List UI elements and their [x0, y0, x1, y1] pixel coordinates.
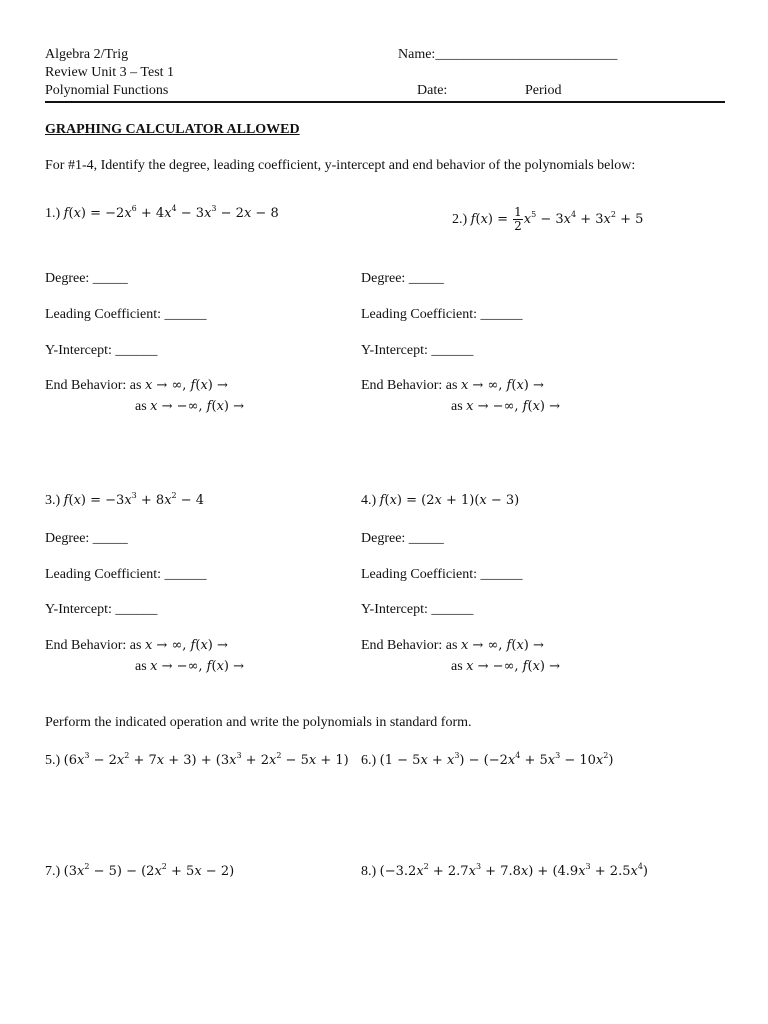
- problem-7: [45, 864, 234, 880]
- end-behavior-row: [361, 638, 544, 654]
- end-behavior-row-2: [451, 659, 560, 675]
- as-label: as: [445, 378, 458, 393]
- limit-negative: x → −∞, f(x) →: [150, 399, 245, 414]
- problem-3: [45, 493, 204, 509]
- calculator-note: GRAPHING CALCULATOR ALLOWED: [45, 122, 300, 137]
- end-behavior-label: End Behavior:: [361, 378, 443, 393]
- as-label: as: [451, 659, 463, 674]
- end-behavior-row-2: [451, 399, 560, 415]
- problem-4-expression: f(x) = (2x + 1)(x − 3): [379, 493, 520, 508]
- instructions-1: For #1-4, Identify the degree, leading coefficient, y-intercept and end behavior of the polynomials below:: [45, 158, 636, 173]
- problem-4: [361, 493, 519, 509]
- course-title: Algebra 2/Trig: [45, 47, 129, 62]
- y-intercept-blank[interactable]: Y-Intercept: ______: [45, 602, 158, 617]
- period-field[interactable]: Period: [525, 83, 562, 98]
- problem-number: 3.): [45, 493, 61, 508]
- limit-positive: x → ∞, f(x) →: [460, 378, 544, 393]
- date-field[interactable]: Date:: [417, 83, 448, 98]
- y-intercept-blank[interactable]: Y-Intercept: ______: [361, 602, 474, 617]
- review-title: Review Unit 3 – Test 1: [45, 65, 175, 80]
- instructions-2: Perform the indicated operation and write the polynomials in standard form.: [45, 715, 472, 730]
- limit-positive: x → ∞, f(x) →: [460, 638, 544, 653]
- limit-negative: x → −∞, f(x) →: [466, 659, 561, 674]
- leading-coefficient-blank[interactable]: Leading Coefficient: ______: [45, 567, 207, 582]
- as-label: as: [451, 399, 463, 414]
- problem-5-expression: $(6x^3 - 2x^2 + 7x + 3) + (3x^3 + 2x^2 - 5x + 1)$: [63, 751, 349, 768]
- degree-blank[interactable]: Degree: _____: [361, 531, 444, 546]
- topic-title: Polynomial Functions: [45, 83, 169, 98]
- end-behavior-label: End Behavior:: [361, 638, 443, 653]
- problem-number: 5.): [45, 753, 61, 768]
- problem-number: 2.): [452, 212, 468, 227]
- problem-3-expression: $f(x) = -3x^3 + 8x^2 - 4$: [63, 491, 205, 508]
- header-divider: [45, 101, 725, 103]
- problem-7-expression: $(3x^2 - 5) - (2x^2 + 5x - 2)$: [63, 862, 235, 879]
- problem-number: 8.): [361, 864, 377, 879]
- problem-6: [361, 753, 613, 769]
- end-behavior-row: [361, 378, 544, 394]
- problem-number: 4.): [361, 493, 377, 508]
- limit-negative: x → −∞, f(x) →: [466, 399, 561, 414]
- as-label: as: [129, 638, 142, 653]
- fraction-one-half: $\frac{1}{2}$: [514, 205, 522, 233]
- problem-8-expression: $(-3.2x^2 + 2.7x^3 + 7.8x) + (4.9x^3 + 2.5x^4)$: [379, 862, 648, 879]
- degree-blank[interactable]: Degree: _____: [45, 271, 128, 286]
- problem-2: [452, 206, 643, 233]
- limit-positive: x → ∞, f(x) →: [144, 638, 228, 653]
- problem-1-expression: $f(x) = -2x^6 + 4x^4 - 3x^3 - 2x - 8$: [63, 204, 279, 221]
- as-label: as: [135, 659, 147, 674]
- problem-number: 6.): [361, 753, 377, 768]
- y-intercept-blank[interactable]: Y-Intercept: ______: [45, 343, 158, 358]
- y-intercept-blank[interactable]: Y-Intercept: ______: [361, 343, 474, 358]
- degree-blank[interactable]: Degree: _____: [361, 271, 444, 286]
- problem-1: [45, 206, 279, 222]
- as-label: as: [445, 638, 458, 653]
- end-behavior-row: [45, 638, 228, 654]
- problem-6-expression: $(1 - 5x + x^3) - (-2x^4 + 5x^3 - 10x^2)$: [379, 751, 614, 768]
- end-behavior-label: End Behavior:: [45, 378, 127, 393]
- limit-positive: x → ∞, f(x) →: [144, 378, 228, 393]
- as-label: as: [129, 378, 142, 393]
- name-field[interactable]: Name:__________________________: [398, 47, 618, 62]
- problem-2-expression: f(x) = $\frac{1}{2}$ $x^5 - 3x^4 + 3x^2 + 5$: [470, 205, 644, 233]
- degree-blank[interactable]: Degree: _____: [45, 531, 128, 546]
- problem-5: [45, 753, 349, 769]
- end-behavior-label: End Behavior:: [45, 638, 127, 653]
- problem-8: [361, 864, 648, 880]
- end-behavior-row-2: [135, 399, 244, 415]
- end-behavior-row: [45, 378, 228, 394]
- limit-negative: x → −∞, f(x) →: [150, 659, 245, 674]
- end-behavior-row-2: [135, 659, 244, 675]
- problem-number: 1.): [45, 206, 61, 221]
- leading-coefficient-blank[interactable]: Leading Coefficient: ______: [361, 567, 523, 582]
- leading-coefficient-blank[interactable]: Leading Coefficient: ______: [361, 307, 523, 322]
- as-label: as: [135, 399, 147, 414]
- leading-coefficient-blank[interactable]: Leading Coefficient: ______: [45, 307, 207, 322]
- problem-number: 7.): [45, 864, 61, 879]
